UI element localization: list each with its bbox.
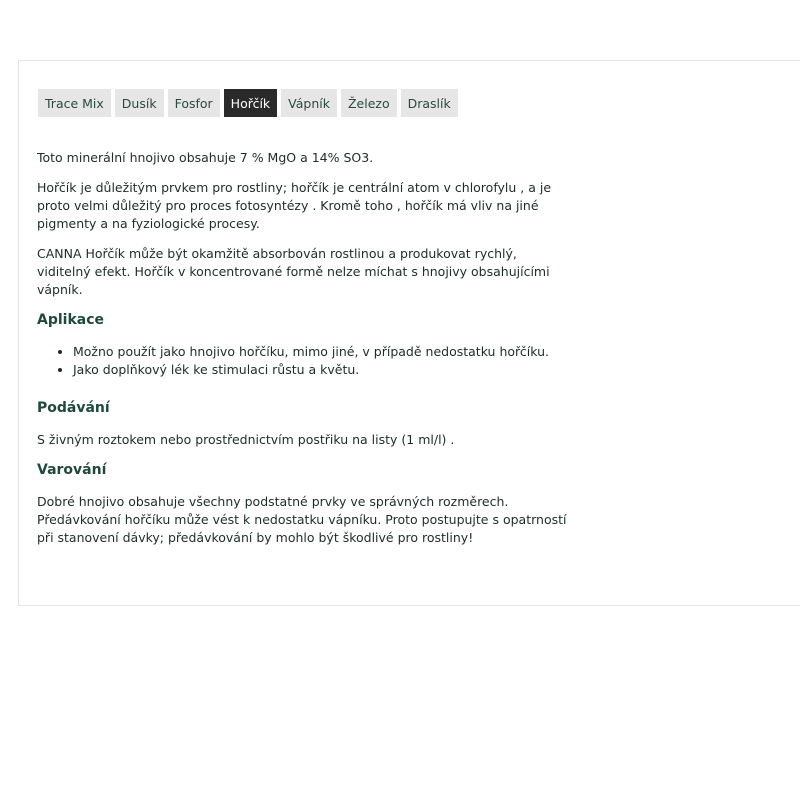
podavani-heading: Podávání (37, 400, 110, 416)
description-paragraph-2: CANNA Hořčík může být okamžitě absorbován rostlinou a produkovat rychlý, viditelný efekt. Hořčík v koncentrované formě nelze míchat s hnojivy obsahujícími vápník. (37, 246, 550, 297)
list-item: • Možno použít jako hnojivo hořčíku, mimo jiné, v případě nedostatku hořčíku. (73, 343, 567, 361)
description-paragraph-1: Hořčík je důležitým prvkem pro rostliny; hořčík je centrální atom v chlorofylu , a je proto velmi důležitý pro proces fotosyntézy . Kromě toho , hořčík má vliv na jiné pigmenty a na fyziologické procesy. (37, 180, 552, 231)
tab-trace-mix[interactable]: Trace Mix (38, 89, 111, 117)
varovani-heading: Varování (37, 462, 107, 478)
podavani-text: S živným roztokem nebo prostřednictvím postřiku na listy (1 ml/l) . (37, 432, 455, 447)
aplikace-heading: Aplikace (37, 312, 105, 328)
tab-fosfor[interactable]: Fosfor (168, 89, 220, 117)
tab-dusik[interactable]: Dusík (115, 89, 164, 117)
list-item: • Jako doplňkový lék ke stimulaci růstu a květu. (73, 361, 567, 379)
tab-horcik[interactable]: Hořčík (224, 89, 278, 117)
tab-draslik[interactable]: Draslík (401, 89, 458, 117)
aplikace-list (37, 343, 567, 379)
product-description-panel (18, 60, 800, 606)
nutrient-tabs (38, 89, 458, 117)
tab-vapnik[interactable]: Vápník (281, 89, 337, 117)
varovani-text: Dobré hnojivo obsahuje všechny podstatné prvky ve správných rozměrech. Předávkování hořčíku může vést k nedostatku vápníku. Proto postupujte s opatrností při stanovení dávky; předávkování by mohlo být škodlivé pro rostliny! (37, 494, 567, 545)
intro-text: Toto minerální hnojivo obsahuje 7 % MgO a 14% SO3. (37, 150, 374, 165)
tab-zelezo[interactable]: Železo (341, 89, 397, 117)
tab-content (37, 149, 567, 559)
